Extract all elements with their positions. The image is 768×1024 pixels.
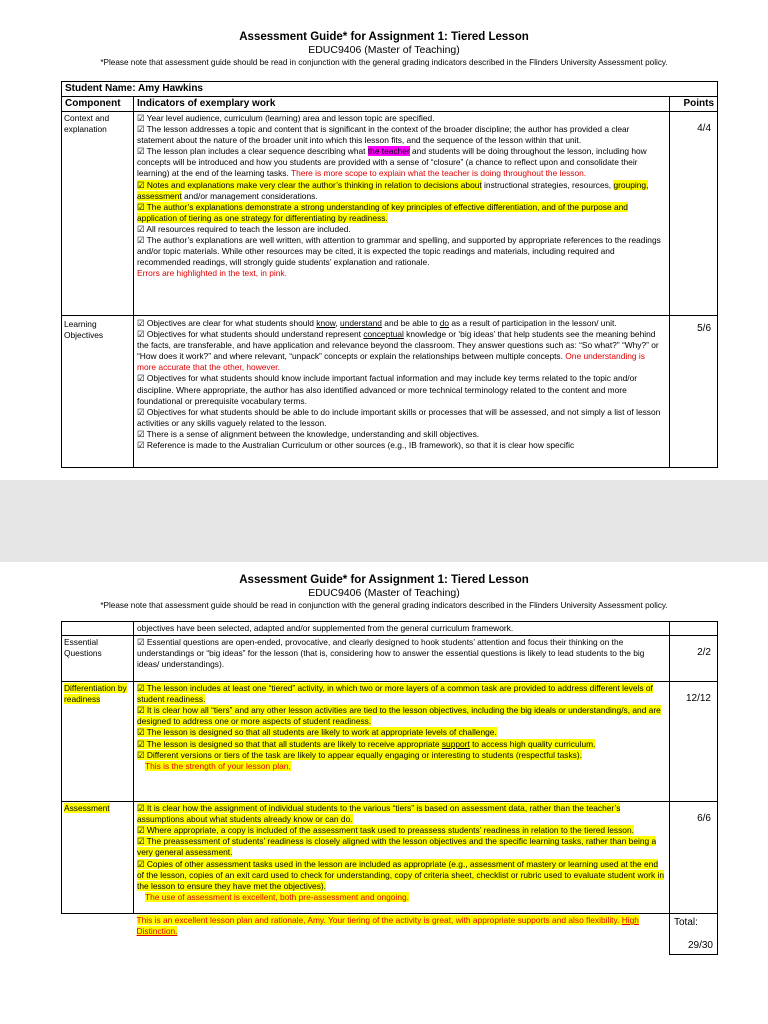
page-1	[0, 0, 768, 480]
text: know	[316, 318, 336, 328]
grade: High Distinction.	[136, 915, 639, 937]
text: ☑ Objectives for what students should understand represent	[137, 329, 364, 340]
indicator	[137, 318, 666, 329]
highlight: ☑ It is clear how all “tiers” and any other lesson activities are tied to the lesson objectives, including the big ideals or understanding/s, and are designed to address one or more aspects of student readiness.	[137, 705, 661, 727]
highlight: ☑ The lesson includes at least one “tiered” activity, in which two or more layers of a common task are provided to address different levels of student readiness.	[137, 683, 653, 705]
assessment-table-p2	[61, 621, 718, 955]
component-essential: Essential Questions	[62, 636, 134, 682]
indicator	[137, 803, 666, 825]
indicator: ☑ Objectives for what students should know include important factual information and may include key terms related to the topic and/or discipline. Where appropriate, the author has also identified advanced or more technical terminology related to the content and more foundational or prerequisite vocabulary terms.	[137, 373, 638, 406]
indicator: ☑ Objectives for what students should be able to do include important skills or processes that will be assessed, and not simply a list of lesson activities or any skills vaguely related to the lesson.	[137, 406, 661, 428]
component-differentiation	[62, 682, 134, 802]
highlight: support	[441, 738, 470, 749]
indicator	[137, 859, 666, 892]
col-points: Points	[670, 97, 718, 112]
highlight: ☑ The preassessment of students’ readiness is closely aligned with the lesson objectives and the specific learning tasks, rather than being a very general assessment.	[137, 836, 657, 858]
page-2	[0, 562, 768, 1024]
indicator	[137, 180, 666, 202]
total-cell	[670, 914, 718, 955]
highlight: ☑ The lesson is designed so that all students are likely to work at appropriate levels of challenge.	[137, 727, 497, 738]
component-context: Context and explanation	[62, 112, 134, 316]
indicator: ☑ All resources required to teach the lesson are included.	[137, 223, 351, 234]
text: and students will be doing throughout the lesson, including how concepts will be introduced and how you students are provided with a sense of “closure” (a chance to reflect upon and consolidate their learning) at the end of the learning tasks.	[137, 146, 647, 179]
marker-comment	[137, 892, 666, 903]
text: ☑ The lesson plan includes a clear sequence describing what	[137, 146, 368, 157]
indicators-objectives	[134, 316, 670, 468]
text: conceptual	[363, 329, 404, 340]
points-essential: 2/2	[670, 636, 718, 682]
text: instructional strategies, resources,	[481, 179, 614, 190]
highlight: ☑ Copies of other assessment tasks used in the lesson are included as appropriate (e.g., assessment of mastery or learning used at the end of the lesson, copies of an exit card used to check for understanding, copy of criteria sheet, checklist or rubric used to evaluate student work in the lesson to ensure they have met the objectives).	[137, 858, 664, 891]
course-code: EDUC9406 (Master of Teaching)	[308, 587, 460, 599]
policy-note: *Please note that assessment guide should be read in conjunction with the general grading indicators described in the Flinders University Assessment policy.	[100, 601, 668, 610]
text: ,	[335, 318, 341, 328]
component-empty	[62, 914, 134, 955]
text: as a result of participation in the lesson/ unit.	[449, 318, 617, 328]
highlight: Differentiation by readiness	[64, 683, 127, 705]
highlight: This is the strength of your lesson plan.	[145, 760, 291, 771]
indicators-differentiation	[134, 682, 670, 802]
student-name: Student Name: Amy Hawkins	[62, 82, 718, 97]
indicator: ☑ The lesson addresses a topic and content that is significant in the context of the broader discipline; the author has provided a clear statement about the nature of the broader unit into which this lesson fits, and the sequence of the lesson within that unit.	[137, 124, 630, 146]
indicator: ☑ The author’s explanations are well written, with attention to grammar and spelling, and supported by appropriate references to the readings and/or topic materials. While other resources may be cited, it is expected the topic readings and materials, including required and recommended readings, will strongly guide students’ explanation and rationale.	[137, 235, 661, 268]
points-objectives: 5/6	[670, 316, 718, 468]
component-assessment	[62, 802, 134, 914]
marker-comment: Errors are highlighted in the text, in pink.	[137, 268, 287, 279]
component-empty	[62, 622, 134, 636]
col-indicators: Indicators of exemplary work	[134, 97, 670, 112]
highlight: ☑ The lesson is designed so that that all students are likely to receive appropriate	[137, 738, 442, 749]
indicator	[137, 825, 666, 836]
indicator	[137, 750, 666, 761]
doc-title: Assessment Guide* for Assignment 1: Tiered Lesson	[239, 31, 529, 43]
total-label: Total:	[674, 917, 698, 929]
total-value: 29/30	[687, 940, 713, 952]
indicators-assessment	[134, 802, 670, 914]
assessment-table-p1	[61, 81, 718, 468]
indicator	[137, 739, 666, 750]
highlight: grouping, assessment	[137, 179, 649, 201]
indicator	[137, 683, 666, 705]
indicator	[137, 146, 666, 179]
indicator	[137, 836, 666, 858]
indicator	[137, 329, 666, 373]
highlight: ☑ It is clear how the assignment of individual students to the various “tiers” is based on assessment data, rather than the teacher’s assumptions about what students already know or can do.	[137, 803, 621, 825]
indicator: ☑ Year level audience, curriculum (learning) area and lesson topic are specified.	[137, 113, 435, 123]
component-objectives: Learning Objectives	[62, 316, 134, 468]
table-row	[62, 622, 718, 636]
doc-title: Assessment Guide* for Assignment 1: Tiered Lesson	[239, 574, 529, 586]
text: ☑ Objectives are clear for what students should	[137, 318, 317, 328]
indicator	[137, 202, 666, 224]
text: and/or management considerations.	[181, 190, 318, 201]
highlight: ☑ Different versions or tiers of the task are likely to appear equally engaging or interesting to students (respectful tasks).	[137, 749, 582, 760]
points-context: 4/4	[670, 112, 718, 316]
text: understand	[340, 318, 382, 328]
marker-comment: There is more scope to explain what the teacher is doing throughout the lesson.	[290, 168, 587, 179]
indicators-context	[134, 112, 670, 316]
points-empty	[670, 622, 718, 636]
points-assessment: 6/6	[670, 802, 718, 914]
marker-comment	[137, 761, 666, 772]
marker-comment: One understanding is more accurate that the other, however.	[137, 351, 645, 373]
highlight: The use of assessment is excellent, both pre-assessment and ongoing.	[145, 891, 409, 902]
course-code: EDUC9406 (Master of Teaching)	[308, 44, 460, 56]
indicator: ☑ There is a sense of alignment between the knowledge, understanding and skill objectives.	[137, 428, 480, 439]
indicator: ☑ Reference is made to the Australian Curriculum or other sources (e.g., IB framework), so that it is clear how specific	[137, 440, 575, 451]
table-row	[62, 802, 718, 914]
highlight: ☑ Notes and explanations make very clear the author’s thinking in relation to decisions about	[137, 179, 482, 190]
highlight: This is an excellent lesson plan and rationale, Amy. Your tiering of the activity is great, with appropriate supports and also flexibility.	[136, 915, 622, 926]
continued-text: objectives have been selected, adapted and/or supplemented from the general curriculum framework.	[134, 622, 670, 636]
highlight: Assessment	[64, 803, 110, 814]
table-row	[62, 636, 718, 682]
indicators-essential: ☑ Essential questions are open-ended, provocative, and clearly designed to hook students’ attention and focus their thinking on the understandings or “big ideas” for the lesson (that is, considering how to answer the essential questions is likely to lead students to the big ideas/ understandings).	[134, 636, 670, 682]
policy-note: *Please note that assessment guide should be read in conjunction with the general grading indicators described in the Flinders University Assessment policy.	[100, 58, 668, 67]
table-row	[62, 112, 718, 316]
indicator	[137, 705, 666, 727]
indicator	[137, 727, 666, 738]
highlight-error: the teacher	[367, 146, 410, 157]
table-row	[62, 682, 718, 802]
table-row	[62, 914, 718, 955]
text: do	[439, 318, 450, 328]
highlight: to access high quality curriculum.	[469, 738, 596, 749]
highlight: ☑ The author’s explanations demonstrate a strong understanding of key principles of effective differentiation, and of the purpose and application of tiering as one strategy for differentiating by readiness.	[137, 201, 628, 223]
highlight: ☑ Where appropriate, a copy is included of the assessment task used to preassess students’ readiness in relation to the tiered lesson.	[137, 825, 634, 836]
text: knowledge or ‘big ideas’ that help students see the meaning behind the facts, are transferable, and have application and relevance beyond the classroom. They answer questions such as: “So what?” “Why?” or “How does it work?” and where relevant, “unpack” concepts or explain the relationships between multiple concepts.	[137, 329, 659, 362]
table-row	[62, 316, 718, 468]
text: and be able to	[381, 318, 440, 328]
final-comment	[134, 914, 670, 955]
points-differentiation: 12/12	[670, 682, 718, 802]
col-component: Component	[62, 97, 134, 112]
